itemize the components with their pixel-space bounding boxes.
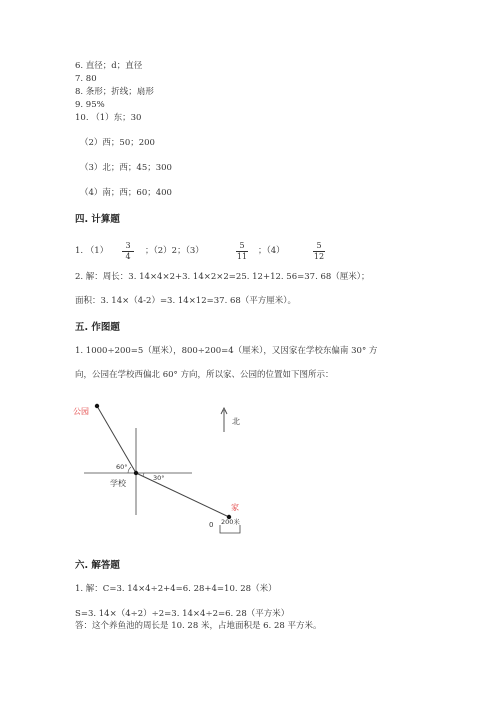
fraction-numerator: 5 bbox=[316, 241, 322, 250]
drawing-explanation-line-1: 1. 1000÷200=5（厘米），800÷200=4（厘米），又因家在学校东偏南 30° 方 bbox=[75, 346, 378, 356]
calc-q1-prefix: 1. （1） bbox=[75, 246, 109, 256]
school-point bbox=[134, 471, 138, 475]
calc-q2-area: 面积：3. 14×（4-2）=3. 14×12=37. 68（平方厘米）。 bbox=[75, 296, 297, 306]
calc-q1-sep2: ；（4） bbox=[258, 246, 285, 256]
angle-30-arc bbox=[143, 473, 144, 476]
calc-q2-perimeter: 2. 解：周长：3. 14×4×2+3. 14×2×2=25. 12+12. 56=37. 68（厘米）； bbox=[75, 272, 370, 282]
answer-7: 7. 80 bbox=[75, 74, 97, 84]
park-label: 公园 bbox=[73, 407, 89, 416]
school-label: 学校 bbox=[110, 479, 126, 488]
fraction-denominator: 12 bbox=[313, 252, 325, 261]
solve-q1-answer: 答：这个养鱼池的周长是 10. 28 米，占地面积是 6. 28 平方米。 bbox=[75, 621, 322, 631]
solve-q1-perimeter: 1. 解：C=3. 14×4÷2+4=6. 28+4=10. 28（米） bbox=[75, 584, 277, 594]
fraction-denominator: 11 bbox=[236, 252, 248, 261]
school-home-line bbox=[136, 473, 229, 517]
answer-10-3: （3）北；西；45；300 bbox=[80, 163, 172, 173]
drawing-explanation-line-2: 向，公园在学校西偏北 60° 方向，所以家、公园的位置如下图所示： bbox=[75, 370, 334, 380]
angle-60-arc bbox=[128, 467, 131, 473]
home-label: 家 bbox=[231, 503, 239, 512]
answer-10-4: （4）南；西；60；400 bbox=[80, 188, 172, 198]
calc-q1-sep1: ；（2）2；（3） bbox=[145, 246, 204, 256]
answer-8: 8. 条形；折线；扇形 bbox=[75, 87, 154, 97]
fraction-denominator: 4 bbox=[125, 252, 131, 261]
solve-q1-area: S=3. 14×（4÷2）÷2=3. 14×4÷2=6. 28（平方米） bbox=[75, 609, 290, 619]
section-4-heading: 四. 计算题 bbox=[75, 214, 120, 225]
section-6-heading: 六. 解答题 bbox=[75, 560, 120, 571]
scale-zero-label: 0 bbox=[209, 521, 214, 529]
answer-9: 9. 95% bbox=[75, 100, 105, 110]
section-5-heading: 五. 作图题 bbox=[75, 322, 120, 333]
scale-distance-label: 200米 bbox=[221, 518, 240, 526]
fraction-numerator: 3 bbox=[125, 241, 131, 250]
angle-60-label: 60° bbox=[116, 463, 128, 471]
north-label: 北 bbox=[232, 417, 240, 426]
angle-30-label: 30° bbox=[153, 474, 165, 482]
scale-bar bbox=[220, 525, 240, 533]
answer-10-2: （2）西；50；200 bbox=[80, 138, 155, 148]
answer-6: 6. 直径；d；直径 bbox=[75, 61, 143, 71]
park-point bbox=[95, 404, 99, 408]
answer-10-1: 10. （1）东；30 bbox=[75, 113, 142, 123]
fraction-numerator: 5 bbox=[239, 241, 245, 250]
